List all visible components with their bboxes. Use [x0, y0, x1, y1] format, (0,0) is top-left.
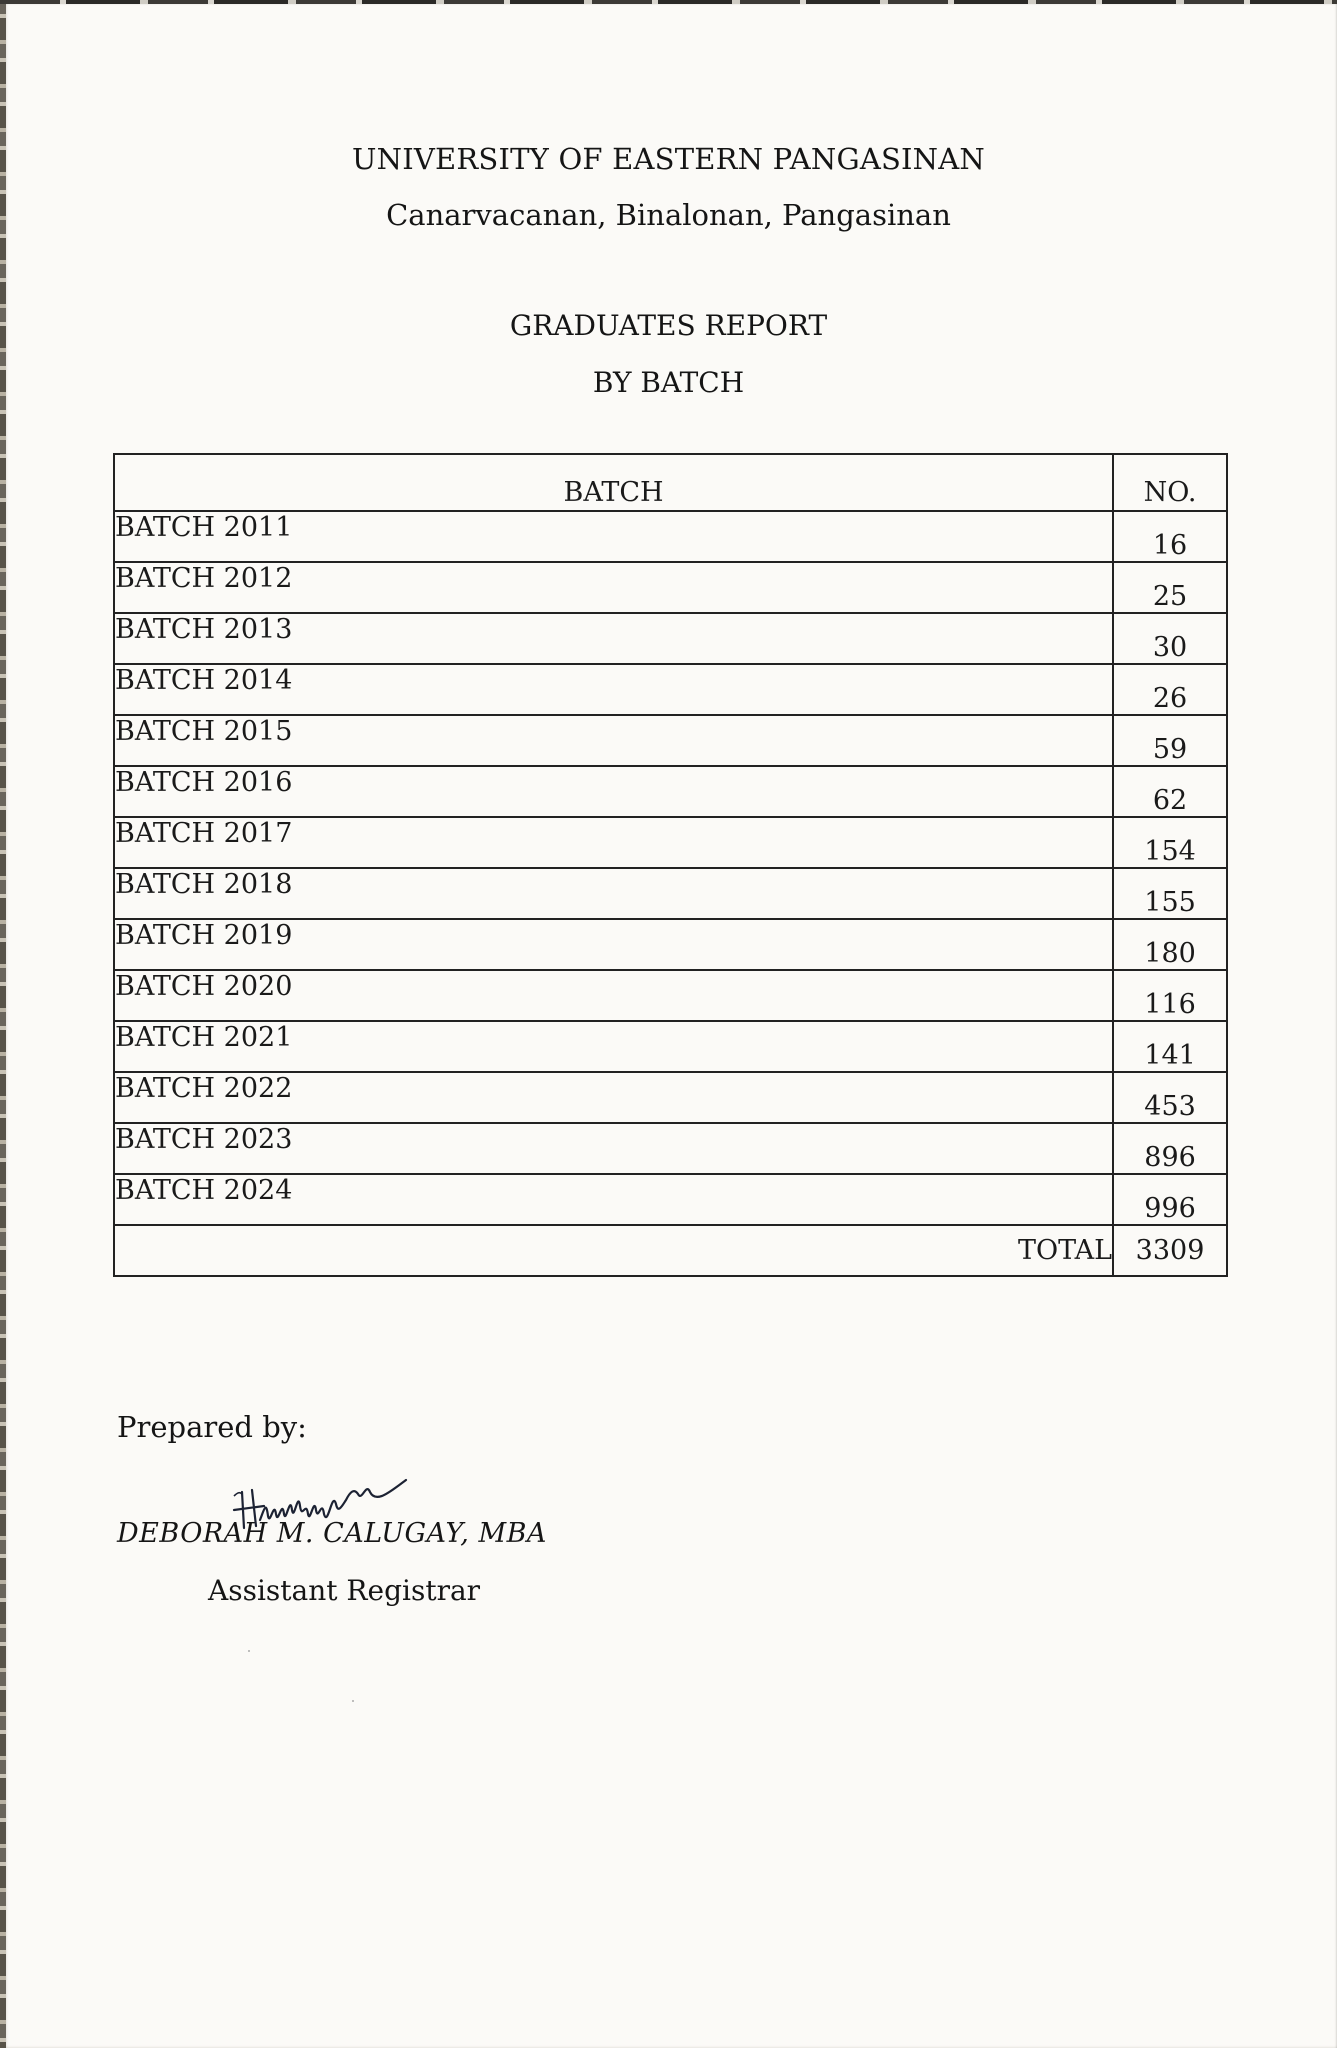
count-cell: 453 — [1113, 1072, 1227, 1123]
table-row — [114, 970, 1227, 1021]
batch-cell: BATCH 2022 — [114, 1072, 1113, 1123]
signer-name: DEBORAH M. CALUGAY, MBA — [117, 1518, 547, 1549]
batch-cell: BATCH 2018 — [114, 868, 1113, 919]
batch-cell: BATCH 2011 — [114, 511, 1113, 562]
count-cell: 180 — [1113, 919, 1227, 970]
scan-edge-left — [0, 0, 6, 2048]
table-row — [114, 1174, 1227, 1225]
graduates-table — [113, 453, 1228, 1277]
count-cell: 25 — [1113, 562, 1227, 613]
table-row — [114, 562, 1227, 613]
count-cell: 62 — [1113, 766, 1227, 817]
table-row — [114, 664, 1227, 715]
column-header-batch: BATCH — [114, 454, 1113, 511]
table-row — [114, 613, 1227, 664]
batch-cell: BATCH 2014 — [114, 664, 1113, 715]
report-subtitle: BY BATCH — [592, 366, 745, 399]
total-value: 3309 — [1113, 1225, 1227, 1276]
table-body — [114, 511, 1227, 1276]
scan-speck — [352, 1700, 354, 1702]
count-cell: 59 — [1113, 715, 1227, 766]
batch-cell: BATCH 2013 — [114, 613, 1113, 664]
institution-name: UNIVERSITY OF EASTERN PANGASINAN — [352, 142, 985, 176]
batch-cell: BATCH 2017 — [114, 817, 1113, 868]
signer-title: Assistant Registrar — [208, 1574, 481, 1607]
count-cell: 26 — [1113, 664, 1227, 715]
batch-cell: BATCH 2019 — [114, 919, 1113, 970]
batch-cell: BATCH 2015 — [114, 715, 1113, 766]
table-row — [114, 817, 1227, 868]
batch-cell: BATCH 2021 — [114, 1021, 1113, 1072]
batch-cell: BATCH 2016 — [114, 766, 1113, 817]
count-cell: 896 — [1113, 1123, 1227, 1174]
count-cell: 154 — [1113, 817, 1227, 868]
batch-cell: BATCH 2012 — [114, 562, 1113, 613]
table-row — [114, 1021, 1227, 1072]
table-row — [114, 715, 1227, 766]
count-cell: 141 — [1113, 1021, 1227, 1072]
batch-cell: BATCH 2024 — [114, 1174, 1113, 1225]
batch-cell: BATCH 2020 — [114, 970, 1113, 1021]
count-cell: 155 — [1113, 868, 1227, 919]
institution-address: Canarvacanan, Binalonan, Pangasinan — [386, 198, 951, 232]
total-row — [114, 1225, 1227, 1276]
column-header-no: NO. — [1113, 454, 1227, 511]
count-cell: 996 — [1113, 1174, 1227, 1225]
table-row — [114, 1123, 1227, 1174]
total-label: TOTAL — [114, 1225, 1113, 1276]
table-row — [114, 868, 1227, 919]
prepared-by-label: Prepared by: — [117, 1410, 307, 1444]
table-row — [114, 511, 1227, 562]
count-cell: 30 — [1113, 613, 1227, 664]
scan-speck — [248, 1650, 250, 1652]
table-row — [114, 766, 1227, 817]
table-row — [114, 1072, 1227, 1123]
scan-edge-top — [0, 0, 1337, 4]
count-cell: 116 — [1113, 970, 1227, 1021]
report-title: GRADUATES REPORT — [509, 309, 828, 342]
table-header-row — [114, 454, 1227, 511]
count-cell: 16 — [1113, 511, 1227, 562]
table-row — [114, 919, 1227, 970]
batch-cell: BATCH 2023 — [114, 1123, 1113, 1174]
